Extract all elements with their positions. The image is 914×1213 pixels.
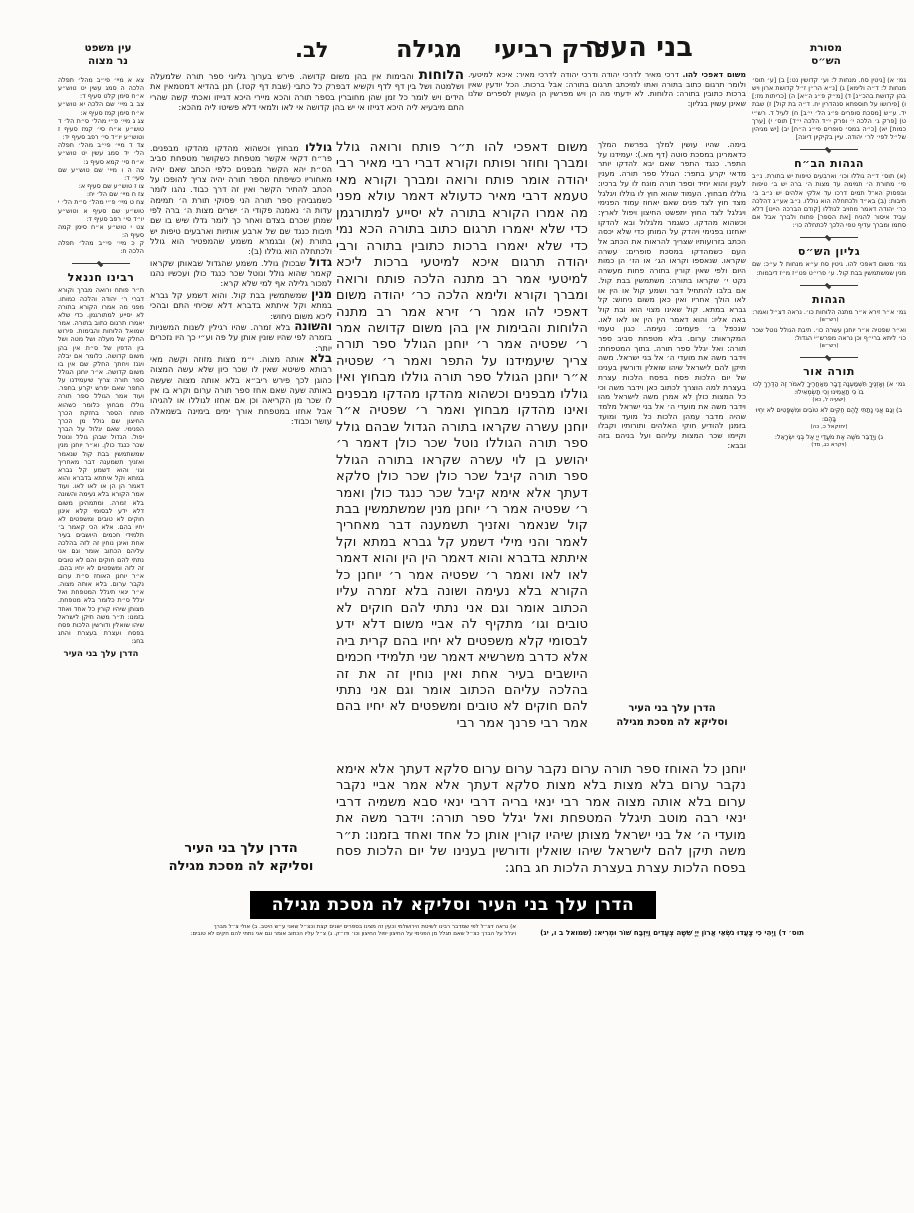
ein-mishpat-entry: צו ז טוש״ע שם סעיף א: (78, 182, 144, 191)
tosafot-segment (150, 142, 332, 257)
tosafot-hadran-line1: הדרן עלך בני העיר (184, 841, 298, 856)
ein-mishpat-title-line2: נר מצוה (87, 54, 128, 67)
tosafot-hadran-line2: וסליקא לה מסכת מגילה (168, 859, 314, 874)
torah-or-source: (ישעיה ל, כא) (812, 397, 846, 404)
section-divider (800, 353, 858, 362)
hagahot-habach-title: הגהות הב״ח (794, 157, 864, 171)
rashi-dibbur: משום דאפכי להו. (682, 70, 746, 79)
section-divider (800, 233, 858, 242)
hagahot-text-2: וא״ר שפטיה א״ר יוחנן עשרה כו׳. תיבת הגולל נוטל שכר כו׳ ליתא ברי״ף וכן נראה מפרש״י הגדול: (752, 325, 906, 342)
hagahot-habach-text: (א) תוס׳ ד״ה גוללו וכו׳ וארבעים טיפות יש בתורת. נ״ב פי׳ מתורת ה׳ תמימה עד מצות ה׳ ברה יש ב׳ טיפות ובפסוק הא־ל תמים דרכו עד אלקי אלהים יש נ״ב ב׳ תיבות: (ב) בא״ד ולכתחלה הוא גוללו. נ״ב אע״ג דהלכה כר׳ יהודה דאמר מחויב לגוללו [קודם הברכה היינו] דלא עביד איסור להניח [את הספר] פתוח ולברך אבל אם סתמו ומברך עדיף טפי הלכך לכתחלה כו׳: (752, 172, 906, 230)
section-divider (800, 145, 858, 154)
masoret-title (786, 42, 866, 67)
daf-number: לב. (295, 38, 329, 62)
ein-mishpat-entry: צד ד מיי׳ פי״ב מהל׳ תפלה הל׳ יד סמג עשין יט טוש״ע א״ח סי׳ קמא סעיף ג: (58, 141, 144, 166)
hadran-bar: הדרן עלך בני העיר וסליקא לה מסכת מגילה (250, 891, 656, 919)
section-divider (72, 259, 130, 268)
torah-or-source: (יחזקאל כ, כה) (810, 423, 848, 430)
tosafot-segment-text: מבחוץ וכשהוא מהדקו מהדקו מבפנים. פר״ח דקאי אקשר מטפחת כשקושר מטפחת סביב הס״ת יהא הקשר מבפנים כלפי הכתב שאם יהיה מאחוריו כשיפתח הספר תורה יהיה צריך להופכו על הכתב להתיר הקשר ואין זה דרך כבוד. נהגו לומר כשמגביהין ספר תורה הני פסוקי תורת ה׳ תמימה עדות ה׳ נאמנה פקודי ה׳ ישרים מצות ה׳ ברה לפי שמתן שכרם בצדם ואחר כך לומר גדלו שיש בו שם תיבות כנגד שם של ארבע אותיות וארבעים טיפות יש בתורת (א) ובגמרא משמע שהמפטיר הוא גולל ולכתחלה הוא גוללו (ב): (150, 143, 332, 257)
tosafot-segment-text: שמשתמשין בבת קול. והוא דשמע קל גברא במתא וקל איתתא בדברא דלא שכיחי התם ובהכי ליכא משום ניחוש: (150, 289, 332, 321)
torah-or-verse: ב) וְגַם אֲנִי נָתַתִּי לָהֶם חֻקִּים לֹא טוֹבִים וּמִשְׁפָּטִים לֹא יִחְיוּ בָּהֶם: (755, 406, 903, 423)
tosafot-segment (150, 286, 332, 321)
rashi-top-block (468, 70, 746, 138)
tosafot-dibbur: גדול (309, 254, 332, 269)
hagahot-title: הגהות (812, 292, 846, 306)
ein-mishpat-title-line1: עין משפט (84, 42, 132, 54)
tosafot-dibbur: הלוחות (418, 70, 464, 83)
torah-or-verse: ג) וַיְדַבֵּר מֹשֶׁה אֶת מֹעֲדֵי יְיָ אֶל בְּנֵי יִשְׂרָאֵל: (774, 432, 884, 441)
tosafot-dibbur: והשונה (294, 318, 332, 333)
rashi-hadran-line2: וסליקא לה מסכת מגילה (616, 716, 728, 728)
section-divider (800, 281, 858, 290)
masoret-hashas-text: גמ׳ א) [גיטין סח. מנחות ל: וע׳ קדושין נט:] ב) [ע׳ תוס׳ מנחות ל: ד״ה ולימא] ג) [נ״א הר״ן ז״ל קדושת ארון ויש בהן קדושת בהכ״נ] ד) [מ״ק פ״ג ה״א] ה) [כריתות מז:] ו) [פירושו על תוספתא סנהדרין יח. ד״ה בת קול] ז) שבת יד. ע״ש [מסכת סופרים פ״ג הל׳ י״ב] ח) לעיל ד. רש״י ט) [פרק ג׳ הלכה י׳ ופרק י״ד הלכה י״ד] תוס׳ י) [ערך כמות] יא) [כ״ה במס׳ סופרים פי״ג ה״ח] יב) [יש מגיהין של״ל לפי׳ לר׳ יהודה. עיין בקיקיון דיונה] (752, 76, 906, 142)
left-margin-column (58, 76, 144, 888)
ein-mishpat-title (68, 42, 148, 67)
footer-note-line2: ויגלל על הברך כצ״ל שאם תגלל מן הפנימי על החיצון יפול החיצון וכו׳ ודו״ק. ג) צ״ל עליו הכתוב אומר וגם אני נתתי להם חקים לא טובים: (190, 931, 516, 938)
ein-mishpat-entry: צט י טוש״ע א״ח סימן קמה סעיף ה: (58, 222, 144, 239)
tosafot-segment-text: אותה מצוה. י״מ מצות מזוזה וקשה מאי רבותא פשיטא שאין לו שכר כיון שלא עשה המצוה כהוגן לכך פירש ריב״א בלא אותה מצוה שעשה באותה שעה שאם אחז ספר תורה ערום וקרא בו אין לו שכר מן הקריאה וכן אם אחזו לגוללו או להגיהו אבל אחזו במטפחת אורך ימים בימינה בשמאלה עושר וכבוד: (150, 353, 332, 426)
gilyon-hashas-text: גמ׳ משום דאפכי להו. גיטין סח ע״א מנחות ל ע״כ: שם מנין שמשתמשין בבת קול. ע׳ פרי״ט פט״ז מ״ז דיבמות: (752, 260, 906, 277)
tosafot-segment (150, 350, 332, 426)
chapter-name: בני העיר (586, 32, 693, 63)
hagahot-text-1: גמ׳ א״ר זירא א״ר מתנה הלוחות כו׳. נראה דצ״ל ואמר: (752, 307, 906, 316)
torah-or-source: (ויקרא כג, מד) (811, 441, 847, 448)
tractate-name: מגילה (396, 35, 463, 63)
torah-or-verse: גמ׳ א) וְאָזְנֶיךָ תִּשְׁמַעְנָה דָבָר מֵאַחֲרֶיךָ לֵאמֹר זֶה הַדֶּרֶךְ לְכוּ בוֹ כִּי תַאֲמִינוּ וְכִי תַשְׂמְאִילוּ: (753, 380, 905, 397)
tosafot-segment-text: בלא זמרה. שהיו רגילין לשנות המשניות בזמרה לפי שהיו שונין אותן על פה וע״י כך היו נזכרים יותר: (150, 321, 332, 353)
right-margin-column (752, 76, 906, 938)
gilyon-hashas-title: גליון הש״ס (797, 245, 861, 259)
rabbeinu-chananel-text: ת״ר פותח ורואה מברך וקורא דברי ר׳ יהודה והלכה כמותו. מפני מה אמרו הקורא בתורה לא יסייע למתורגמן. כדי שלא יאמרו תרגום כתוב בתורה. אמר שמואל הלוחות והבימות. פירוש החלק של מעלה ושל מטה ושל בין הדפין של ס״ת אין בהן משום קדושה. כלומר אם יבלה ויגנז ויחתך החלק שם אין בו משום קדושה. א״ר יוחנן הגולל ספר תורה צריך שיעמידנו על התפר שאם יפרש יקרע בתפר. ועוד אמר הגולל ספר תורה גוללו מבחוץ כלומר כשהוא פותח הספר בחזקת הכרך החיצון שם גולל מן הכרך הפנימי. שאם יגלול על הברך יפול. הגדול שבהן גולל ונוטל שכר כנגד כולן. וא״ר יוחנן מנין שמשתמשין בבת קול שנאמר ואזניך תשמענה דבר מאחריך וגו׳ והוא דשמע קל גברא במתא וקל איתתא בדברא והוא דאמר הן הן או לאו לאו. ועוד אמר הקורא בלא נעימה והשונה בלא זמרה. ומתמהינן משום דלא ידע לבסומי קלא אינון חוקים לא טובים ומשפטים לא יחיו בהם. אלא הכי קאמר ב׳ תלמידי חכמים היושבים בעיר אחת ואינן נוחין זה לזה בהלכה עליהם הכתוב אומר וגם אני נתתי להם חוקים והם לא טובים זה לזה ומשפטים לא יחיו בהם. א״ר יוחנן האוחז ס״ת ערום נקבר ערום. בלא אותה מצוה. א״ר ינאי תיגלל המטפחת ואל יגלל ס״ת כלומר בלא מטפחת. מצותן שיהיו קורין כל אחד ואחד בזמנו: ת״ר משה תיקן לישראל שיהו שואלין ודורשין הלכות פסח בפסח ועצרת בעצרת והחג בחג: (58, 286, 144, 646)
ein-mishpat-entries (58, 76, 144, 255)
hagahot-source-2: (רש״ש) (819, 343, 839, 350)
ein-mishpat-entry: צב ב מיי׳ שם הלכה יא טוש״ע א״ח סימן קמז סעיף א: (58, 100, 144, 117)
tosafot-dibbur: בלא (309, 350, 332, 365)
ein-mishpat-entry: צח ט מיי׳ פ״י מהל׳ ס״ת הל׳ י טוש״ע שם סעיף א וטוש״ע יו״ד סי׳ רפב סעיף ד: (58, 198, 144, 223)
rabbeinu-chananel-hadran: הדרן עלך בני העיר (63, 649, 139, 660)
tosafot-dibbur: גוללו (305, 142, 332, 154)
masoret-title-line2: הש״ס (811, 54, 841, 67)
tosafot-segment-text: שבכולן גולל. משמע שהגדול שבאותן שקראו קאמר שהוא גולל ונוטל שכר כנגד כולן ועכשיו נהגו למכור גלילה אף למי שלא קרא: (150, 257, 332, 289)
masoret-title-line1: מסורת (810, 42, 842, 54)
ein-mishpat-entry: צה ה ו מיי׳ שם טוש״ע שם סעי׳ ד: (58, 165, 144, 182)
tosafot-segment (150, 254, 332, 289)
footer-notes (96, 924, 516, 939)
footer-note-line1: א) נראה דצ״ל לפי שמדבר רבינו לשיטת הירושלמי וכעין זה מצינו בספרים ישנים קצת וכצ״ל שאני ע״ש היטב. ב) אולי צ״ל מברך (213, 924, 516, 930)
rashi-top-text: דרכי מאיר לדרכי יהודה ודרכי יהודה לדרכי מאיר: איכא למיטעי. ולומר תרגום כתוב בתורה ואתו למיכתב תרגום בתורה: אבל ברכות. הכל יודעין שאין ברכות כתובין בתורה: הלוחות. לא ידעתי מה הן ויש מפרשין הן העשוין לספרים שלנו שאינן עשוין בגליון: (468, 70, 746, 109)
rashi-column: בימה. שהיו עושין למלך בפרשת המלך כדאמרינן במסכת סוטה (דף מא.): יעמידנו על התפר. כנגד התפר שאם יבא להדקו יותר מדאי יקרע בתפר: הגולל ספר תורה. מענין לענין והוא יחיד וספר תורה מונח לו על ברכיו: גוללו מבחוץ. העמוד שהוא חוץ לו גוללו ויגלגל מצד חוץ לצד פנים שאם יאחוז עמוד הפנימי ויגלגל לצד החוץ יתפשט החיצון ויפול לארץ: וכשהוא מהדקו. כשגמר מלגלול ובא להדקו יאחזנו בפנימי ויהדק על המותן כדי שלא יכסה הכתב בזרועותיו שצריך להראות את הכתב אל העם כשמהדקו במסכת סופרים: עשרה שקראו. שנאספו וקראו הג׳ או הז׳ הן כמות היום ולפי שאין קורין בתורה פחות מעשרה נקט י׳ שקראו בתורה: משתמשין בבת קול. אם בלבו להתחיל דבר ושמע קול או הין או לאו הולך אחריו ואין כאן משום ניחוש: קל גברא במתא. קול שאינו מצוי הוא ובת קול באה אליו: והוא דאמר הין הין או לאו לאו. שנכפל ב׳ פעמים: נעימה. כגון טעמי המקראות: ערום. בלא מטפחת סביב ספר תורה: ואל יגלל ספר תורה. בתוך המטפחת: וידבר משה את מועדי ה׳ אל בני ישראל. משה תיקן להם לישראל שיהו שואלין ודורשין בענינו של יום הלכות פסח בפסח הלכות עצרת בעצרת למה הוצרך לכתוב כאן וידבר משה וכי כל המצות כולן לא אמרן משה לישראל מהו וידבר משה את מועדי ה׳ אל בני ישראל מלמד שהיה מדבר עמהן הלכות כל מועד ומועד בזמנן להודיע חוקי האלהים ותורותיו וקבלו וקיימו שכר המצות עליהם ועל בניהם בזה ובבא: (598, 140, 746, 450)
rashi-hadran-line1: הדרן עלך בני העיר (628, 703, 716, 714)
tosafot-dibbur: מנין (311, 286, 332, 301)
tosafot-top-text: והבימות אין בהן משום קדושה. פירש בערוך גליוני ספר תורה שלמעלה ושלמטה ושל בין דף לדף וקשיא דבפרק כל כתבי (שבת דף קטז.) תנן בהדיא דמטמאין את הידים ויש לומר כל זמן שהן מחוברין בספר תורה והכא מיירי היכא דגייזו ואכתי קשה שהרי התם מיבעיא ליה היכא דגייזו אי יש בהן קדושה אי לאו ולמאי דלא פשיטו ליה מהכא: (150, 71, 464, 113)
rashi-hadran (598, 702, 746, 729)
tosafot-top-block (150, 70, 464, 140)
ein-mishpat-entry: ק כ מיי׳ פי״ב מהל׳ תפלה הלכה ח: (58, 239, 144, 256)
gemara-column: משום דאפכי להו ת״ר פותח ורואה גולל ומברך וחוזר ופותח וקורא דברי רבי מאיר רבי יהודה אומר פותח ורואה ומברך וקורא מאי טעמא דרבי מאיר כדעולא דאמר עולא מפני מה אמרו הקורא בתורה לא יסייע למתורגמן כדי שלא יאמרו תרגום כתוב בתורה הכא נמי כדי שלא יאמרו ברכות כתובין בתורה ורבי יהודה תרגום איכא למיטעי ברכות ליכא למיטעי אמר רב מתנה הלכה פותח ורואה ומברך וקורא ולימא הלכה כר׳ יהודה משום דאפכי להו אמר ר׳ זירא אמר רב מתנה הלוחות והבימות אין בהן משום קדושה אמר ר׳ שפטיה אמר ר׳ יוחנן הגולל ספר תורה צריך שיעמידנו על התפר ואמר ר׳ שפטיה א״ר יוחנן הגולל ספר תורה גוללו מבחוץ ואין גוללו מבפנים וכשהוא מהדקו מהדקו מבפנים ואינו מהדקו מבחוץ ואמר ר׳ שפטיה א״ר יוחנן עשרה שקראו בתורה הגדול שבהם גולל ספר תורה הגוללו נוטל שכר כולן דאמר ר׳ יהושע בן לוי עשרה שקראו בתורה הגולל ספר תורה קיבל שכר כולן שכר כולן סלקא דעתך אלא אימא קיבל שכר כנגד כולן ואמר ר׳ שפטיה אמר ר׳ יוחנן מנין שמשתמשין בבת קול שנאמר ואזניך תשמענה דבר מאחריך לאמר והני מילי דשמע קל גברא במתא וקל איתתא בדברא והוא דאמר הין הין והוא דאמר לאו לאו ואמר ר׳ שפטיה אמר ר׳ יוחנן כל הקורא בלא נעימה ושונה בלא זמרה עליו הכתוב אומר וגם אני נתתי להם חוקים לא טובים וגו׳ מתקיף לה אביי משום דלא ידע לבסומי קלא משפטים לא יחיו בהם קרית ביה אלא כדרב משרשיא דאמר שני תלמידי חכמים היושבים בעיר אחת ואין נוחין זה את זה בהלכה עליהם הכתוב אומר וגם אני נתתי להם חוקים לא טובים ומשפטים לא יחיו בהם אמר רבי פרנך אמר רבי (336, 140, 588, 731)
rabbeinu-chananel-title: רבינו חננאל (67, 271, 135, 285)
footer-torah-or-tosafot: תוס׳ ד) וַיְהִי כִּי צָעֲדוּ נֹשְׂאֵי אֲרוֹן יְיָ שִׁשָּׁה צְעָדִים וַיִּזְבַּח שׁוֹר וּמְרִיא: (שמואל ב ו, יג) (540, 928, 804, 937)
tosafot-hadran (150, 840, 332, 876)
gemara-wide-block: יוחנן כל האוחז ספר תורה ערום נקבר ערום ערום סלקא דעתך אלא אימא נקבר ערום בלא מצות בלא מצות סלקא דעתך אלא אמר אביי נקבר ערום בלא אותה מצוה אמר רבי ינאי בריה דרבי ינאי סבא משמיה דרבי ינאי רבה מוטב תיגלל המטפחת ואל יגלל ספר תורה: וידבר משה את מועדי ה׳ אל בני ישראל מצותן שיהיו קורין אותן כל אחד ואחד בזמנו: ת״ר משה תיקן להם לישראל שיהו שואלין ודורשין בענינו של יום הלכות פסח בפסח הלכות עצרת בעצרת הלכות חג בחג: (336, 762, 746, 876)
ein-mishpat-entry: צא א מיי׳ פי״ב מהל׳ תפלה הלכה ה סמג עשין יט טוש״ע א״ח סימן קלט סעיף ד: (58, 76, 144, 101)
ein-mishpat-entry: צז ח מיי׳ שם הל׳ יח: (86, 190, 144, 199)
torah-or-title: תורה אור (803, 365, 855, 379)
tosafot-segment (150, 318, 332, 353)
ein-mishpat-entry: צג ג מיי׳ פ״י מהל׳ ס״ת הל׳ ד טוש״ע א״ח סי׳ קמז סעיף ז וטוש״ע יו״ד סי׳ רפב סעיף יד: (58, 116, 144, 142)
tosafot-column (150, 142, 332, 836)
chapter-number: פרק רביעי (494, 35, 610, 63)
hagahot-source-1: (רש״ש) (819, 316, 839, 323)
